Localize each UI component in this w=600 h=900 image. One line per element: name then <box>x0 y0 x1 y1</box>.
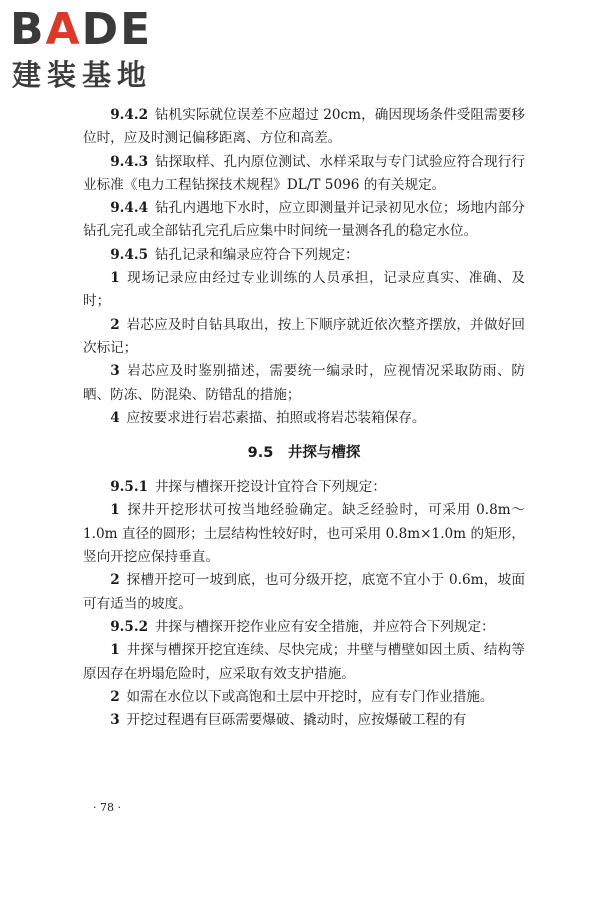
item-number: 1 <box>110 270 120 287</box>
clause-9-5-2 <box>83 616 525 639</box>
clause-9-5-1 <box>83 476 525 499</box>
item-text: 岩芯应及时鉴别描述，需要统一编录时，应视情况采取防雨、防晒、防冻、防混染、防错乱的措施； <box>83 363 525 403</box>
list-item <box>83 686 525 709</box>
item-text: 岩芯应及时自钻具取出，按上下顺序就近依次整齐摆放，并做好回次标记； <box>83 316 525 356</box>
document-body <box>83 104 525 732</box>
item-text: 探井开挖形状可按当地经验确定。缺乏经验时，可采用 0.8m～1.0m 直径的圆形；土层结构性较好时，也可采用 0.8m×1.0m 的矩形，竖向开挖应保持垂直。 <box>83 502 525 566</box>
list-item <box>83 499 525 569</box>
clause-text: 钻孔内遇地下水时，应立即测量并记录初见水位；场地内部分钻孔完孔或全部钻孔完孔后应集中时间统一量测各孔的稳定水位。 <box>83 200 525 240</box>
list-item <box>83 709 525 732</box>
logo-accent-letter: A <box>45 4 82 55</box>
item-text: 应按要求进行岩芯素描、拍照或将岩芯装箱保存。 <box>126 409 426 426</box>
clause-number: 9.4.4 <box>110 200 149 217</box>
clause-9-4-5 <box>83 244 525 267</box>
item-number: 3 <box>110 363 120 380</box>
list-item <box>83 639 525 686</box>
list-item <box>83 267 525 314</box>
clause-9-4-4 <box>83 197 525 244</box>
page-number: · 78 · <box>93 801 121 814</box>
logo-subtitle: 建装基地 <box>12 58 153 92</box>
item-number: 2 <box>110 688 120 705</box>
item-text: 探槽开挖可一坡到底，也可分级开挖，底宽不宜小于 0.6m，坡面可有适当的坡度。 <box>83 572 525 612</box>
clause-text: 钻机实际就位误差不应超过 20cm，确因现场条件受阻需要移位时，应及时测记偏移距离、方位和高差。 <box>83 107 525 147</box>
item-number: 1 <box>110 502 120 519</box>
list-item <box>83 360 525 407</box>
logo-letters: DE <box>81 4 153 55</box>
item-text: 井探与槽探开挖宜连续、尽快完成；井壁与槽壁如因土质、结构等原因存在坍塌危险时，应采取有效支护措施。 <box>83 642 525 682</box>
item-text: 开挖过程遇有巨砾需要爆破、撬动时，应按爆破工程的有 <box>126 712 467 729</box>
item-number: 2 <box>110 572 120 589</box>
item-number: 4 <box>110 409 120 426</box>
clause-9-4-3 <box>83 151 525 198</box>
clause-number: 9.4.5 <box>110 246 149 263</box>
list-item <box>83 569 525 616</box>
clause-number: 9.4.2 <box>110 107 149 123</box>
item-text: 现场记录应由经过专业训练的人员承担，记录应真实、准确、及时； <box>83 270 525 310</box>
clause-number: 9.5.2 <box>110 618 149 635</box>
list-item <box>83 407 525 430</box>
clause-text: 钻探取样、孔内原位测试、水样采取与专门试验应符合现行行业标准《电力工程钻探技术规程》DL/T 5096 的有关规定。 <box>83 153 525 193</box>
item-number: 1 <box>110 642 120 659</box>
brand-logo <box>10 6 180 94</box>
logo-letter: B <box>10 4 46 55</box>
clause-number: 9.5.1 <box>110 479 149 496</box>
item-text: 如需在水位以下或高饱和土层中开挖时，应有专门作业措施。 <box>126 688 494 705</box>
list-item <box>83 314 525 361</box>
clause-text: 井探与槽探开挖设计宜符合下列规定： <box>154 479 386 496</box>
logo-wordmark <box>10 6 152 54</box>
clause-text: 钻孔记录和编录应符合下列规定： <box>154 246 359 263</box>
clause-number: 9.4.3 <box>110 153 149 170</box>
clause-9-4-2 <box>83 104 525 151</box>
item-number: 3 <box>110 712 120 729</box>
clause-text: 井探与槽探开挖作业应有安全措施，并应符合下列规定： <box>154 618 495 635</box>
item-number: 2 <box>110 316 120 333</box>
section-heading: 9.5 井探与槽探 <box>247 445 361 462</box>
